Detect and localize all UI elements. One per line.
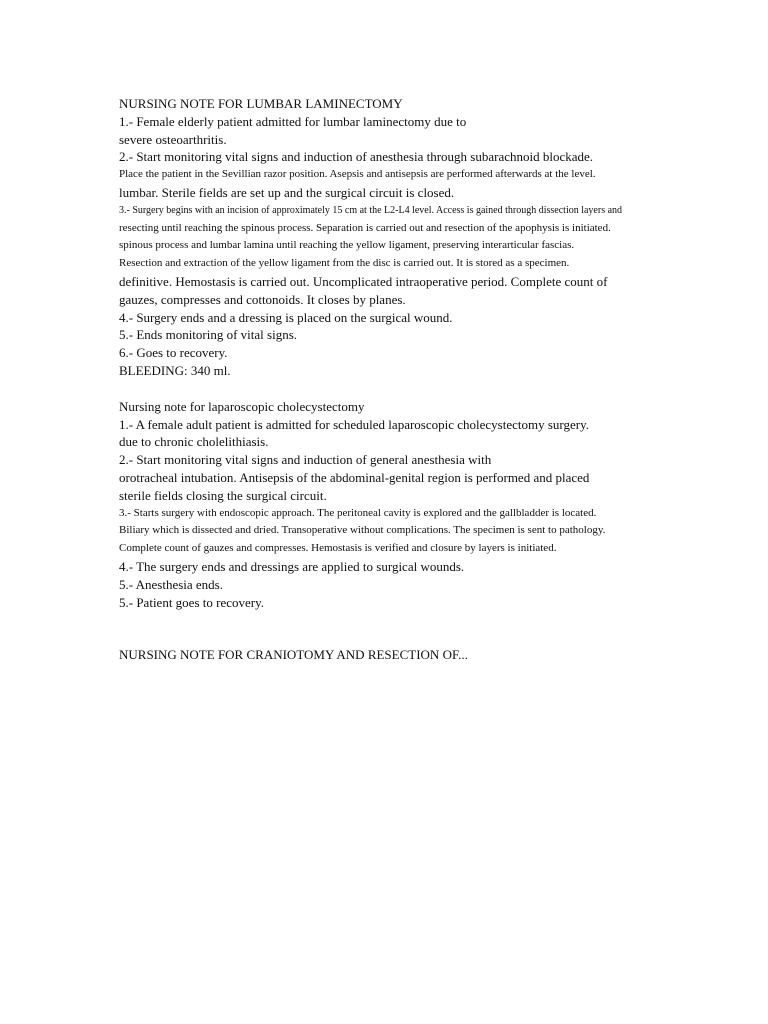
note-line: 4.- Surgery ends and a dressing is placed on the surgical wound. [119, 309, 453, 325]
note-line: 3.- Surgery begins with an incision of approximately 15 cm at the L2-L4 level. Access is gained through dissection layers and [119, 204, 623, 216]
note-line: due to chronic cholelithiasis. [119, 434, 269, 450]
note-line: 5.- Anesthesia ends. [119, 576, 223, 592]
note-line: 5.- Ends monitoring of vital signs. [119, 327, 298, 343]
note-line: 6.- Goes to recovery. [119, 345, 228, 361]
section-title: NURSING NOTE FOR LUMBAR LAMINECTOMY [119, 96, 403, 111]
note-line: 3.- Starts surgery with endoscopic approach. The peritoneal cavity is explored and the gallbladder is located. [119, 506, 597, 519]
note-line: spinous process and lumbar lamina until reaching the yellow ligament, preserving interarticular fascias. [119, 239, 575, 252]
note-line: 1.- Female elderly patient admitted for lumbar laminectomy due to [119, 113, 467, 129]
note-line: gauzes, compresses and cottonoids. It closes by planes. [119, 291, 406, 307]
note-line: lumbar. Sterile fields are set up and the surgical circuit is closed. [119, 184, 455, 200]
note-line: Place the patient in the Sevillian razor position. Asepsis and antisepsis are performed afterwards at the level. [119, 168, 596, 181]
note-line: sterile fields closing the surgical circuit. [119, 487, 327, 503]
section-title: NURSING NOTE FOR CRANIOTOMY AND RESECTION OF... [119, 647, 468, 663]
note-line: severe osteoarthritis. [119, 131, 227, 147]
note-line: Complete count of gauzes and compresses. Hemostasis is verified and closure by layers is initiated. [119, 542, 557, 555]
note-line: 1.- A female adult patient is admitted for scheduled laparoscopic cholecystectomy surgery. [119, 416, 590, 432]
note-line: 4.- The surgery ends and dressings are applied to surgical wounds. [119, 558, 465, 574]
note-line: 2.- Start monitoring vital signs and induction of anesthesia through subarachnoid blockade. [119, 149, 594, 165]
note-line: 5.- Patient goes to recovery. [119, 594, 264, 610]
bleeding-line: BLEEDING: 340 ml. [119, 362, 231, 378]
section-title: Nursing note for laparoscopic cholecystectomy [119, 398, 365, 414]
note-line: orotracheal intubation. Antisepsis of the abdominal-genital region is performed and placed [119, 469, 590, 485]
note-line: 2.- Start monitoring vital signs and induction of general anesthesia with [119, 452, 492, 468]
document-page [119, 95, 699, 664]
note-line: resecting until reaching the spinous process. Separation is carried out and resection of the apophysis is initiated. [119, 221, 611, 234]
spacer [119, 380, 699, 398]
note-line: definitive. Hemostasis is carried out. Uncomplicated intraoperative period. Complete count of [119, 273, 608, 289]
note-line: Biliary which is dissected and dried. Transoperative without complications. The specimen is sent to pathology. [119, 524, 606, 537]
spacer [119, 611, 699, 646]
note-line: Resection and extraction of the yellow ligament from the disc is carried out. It is stored as a specimen. [119, 257, 570, 270]
